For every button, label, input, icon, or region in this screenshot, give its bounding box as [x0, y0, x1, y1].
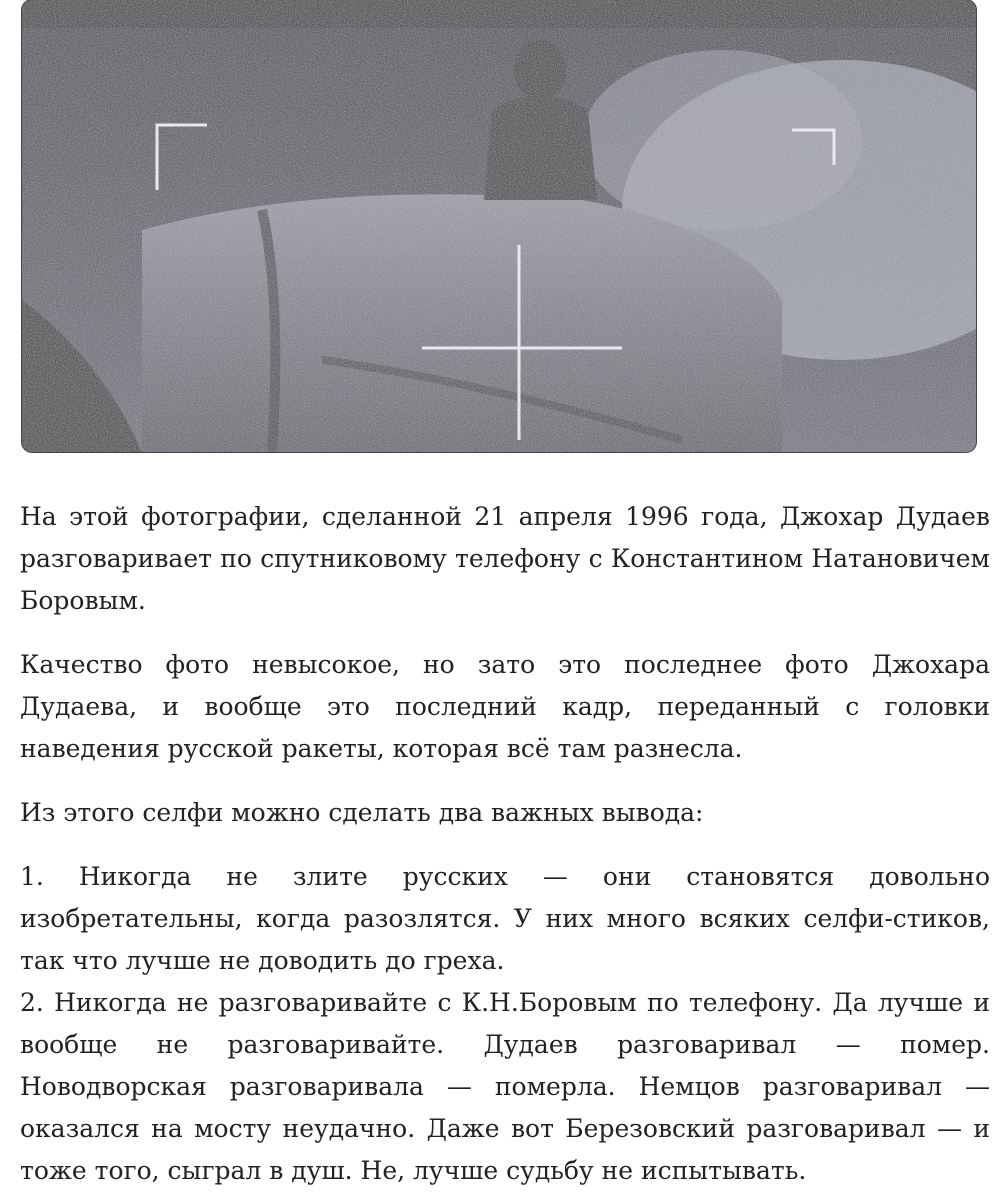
list-item-2: 2. Никогда не разговаривайте с К.Н.Боровым по телефону. Да лучше и вообще не разговаривайте. Дудаев разговаривал — помер. Новодворская разговаривала — померла. Немцов разговаривал — оказался на мосту неудачно. Даже вот Березовский разговаривал — и тоже того, сыграл в душ. Не, лучше судьбу не испытывать.: [20, 988, 990, 1185]
paragraph-conclusions: Из этого селфи можно сделать два важных вывода:: [20, 798, 704, 827]
photo-image: [22, 0, 976, 452]
paragraph-intro: На этой фотографии, сделанной 21 апреля 1996 года, Джохар Дудаев разговаривает по спутниковому телефону с Константином Натановичем Боровым.: [20, 502, 990, 615]
missile-camera-photo: [22, 0, 976, 452]
list-item-1: 1. Никогда не злите русских — они становятся довольно изобретательны, когда разозлятся. У них много всяких селфи-стиков, так что лучше не доводить до греха.: [20, 862, 990, 975]
article-body: [20, 496, 990, 1192]
paragraph-quality: Качество фото невысокое, но зато это последнее фото Джохара Дудаева, и вообще это последний кадр, переданный с головки наведения русской ракеты, которая всё там разнесла.: [20, 650, 990, 763]
